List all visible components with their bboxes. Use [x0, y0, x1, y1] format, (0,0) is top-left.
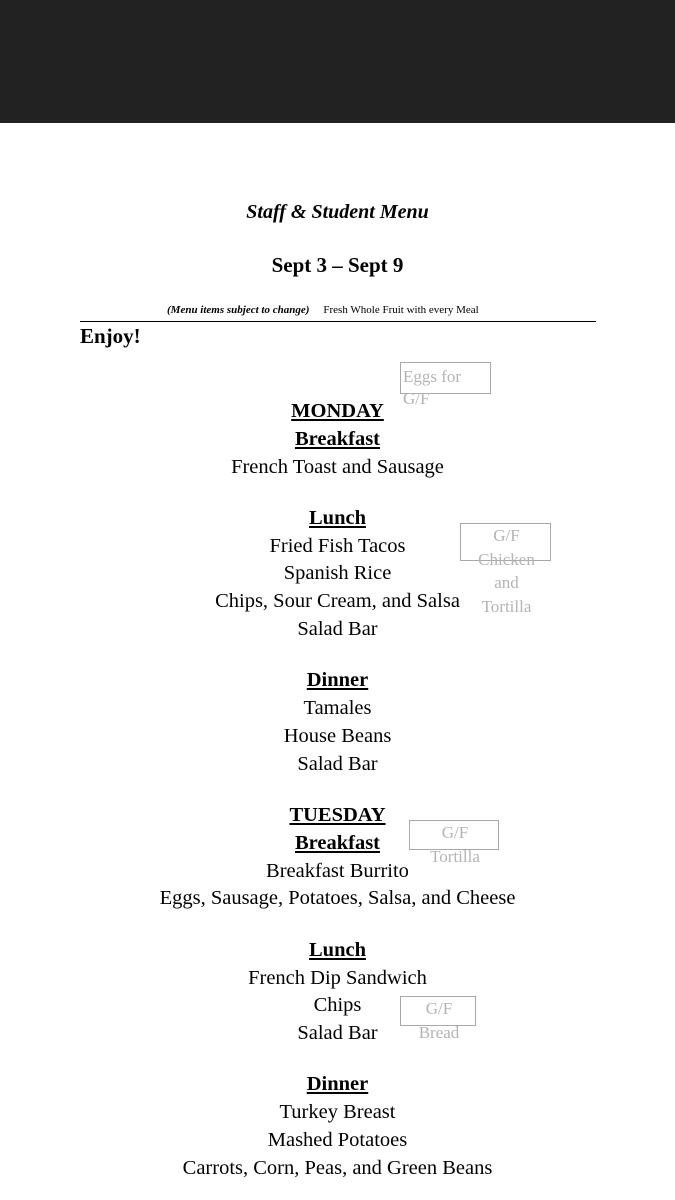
meal-heading-monday-lunch: Lunch	[309, 506, 366, 529]
meal-heading-tuesday-lunch: Lunch	[309, 938, 366, 961]
menu-item: Chips, Sour Cream, and Salsa	[215, 590, 460, 613]
meal-heading-monday-breakfast: Breakfast	[294, 427, 381, 450]
gf-note-monday-breakfast	[400, 362, 491, 408]
menu-item: Fried Fish Tacos	[269, 534, 406, 557]
gf-note-tuesday-lunch	[400, 996, 476, 1042]
meal-heading-tuesday-dinner: Dinner	[306, 1073, 369, 1096]
menu-item: French Toast and Sausage	[231, 455, 444, 478]
menu-page	[0, 123, 675, 1200]
menu-item: Mashed Potatoes	[267, 1129, 408, 1152]
menu-item: Spanish Rice	[283, 562, 392, 585]
menu-item: Turkey Breast	[279, 1101, 396, 1124]
gf-note-text: Eggs for G/F	[403, 367, 462, 408]
enjoy-text: Enjoy!	[80, 324, 141, 348]
header-divider	[80, 321, 596, 322]
day-heading-monday: MONDAY	[291, 400, 384, 422]
menu-item: French Dip Sandwich	[248, 966, 427, 989]
fruit-note: Fresh Whole Fruit with every Meal	[323, 304, 479, 316]
gf-note-text: G/F Chicken and Tortilla	[478, 526, 535, 616]
subject-to-change-note: (Menu items subject to change)	[167, 304, 310, 316]
menu-item: Tamales	[303, 697, 372, 720]
top-dark-bar	[0, 0, 675, 123]
menu-item: Breakfast Burrito	[266, 859, 409, 882]
menu-date-range: Sept 3 – Sept 9	[271, 253, 404, 277]
menu-item: Chips	[313, 994, 362, 1017]
gf-note-tuesday-breakfast	[409, 820, 499, 866]
day-heading-tuesday: TUESDAY	[289, 804, 386, 827]
menu-listing	[0, 398, 675, 1183]
menu-item: Carrots, Corn, Peas, and Green Beans	[182, 1156, 493, 1179]
menu-notes	[167, 304, 479, 316]
meal-heading-tuesday-breakfast: Breakfast	[294, 831, 381, 854]
gf-note-text: G/F Bread	[418, 999, 460, 1042]
gf-note-monday-lunch	[460, 523, 551, 616]
menu-item: Salad Bar	[297, 1022, 378, 1045]
menu-item: Eggs, Sausage, Potatoes, Salsa, and Cheese	[159, 887, 516, 910]
meal-heading-monday-dinner: Dinner	[306, 669, 369, 692]
menu-item: Salad Bar	[297, 618, 378, 641]
menu-title: Staff & Student Menu	[246, 201, 429, 223]
menu-item: Salad Bar	[297, 752, 378, 775]
menu-item: House Beans	[283, 724, 392, 747]
gf-note-text: G/F Tortilla	[430, 823, 480, 866]
